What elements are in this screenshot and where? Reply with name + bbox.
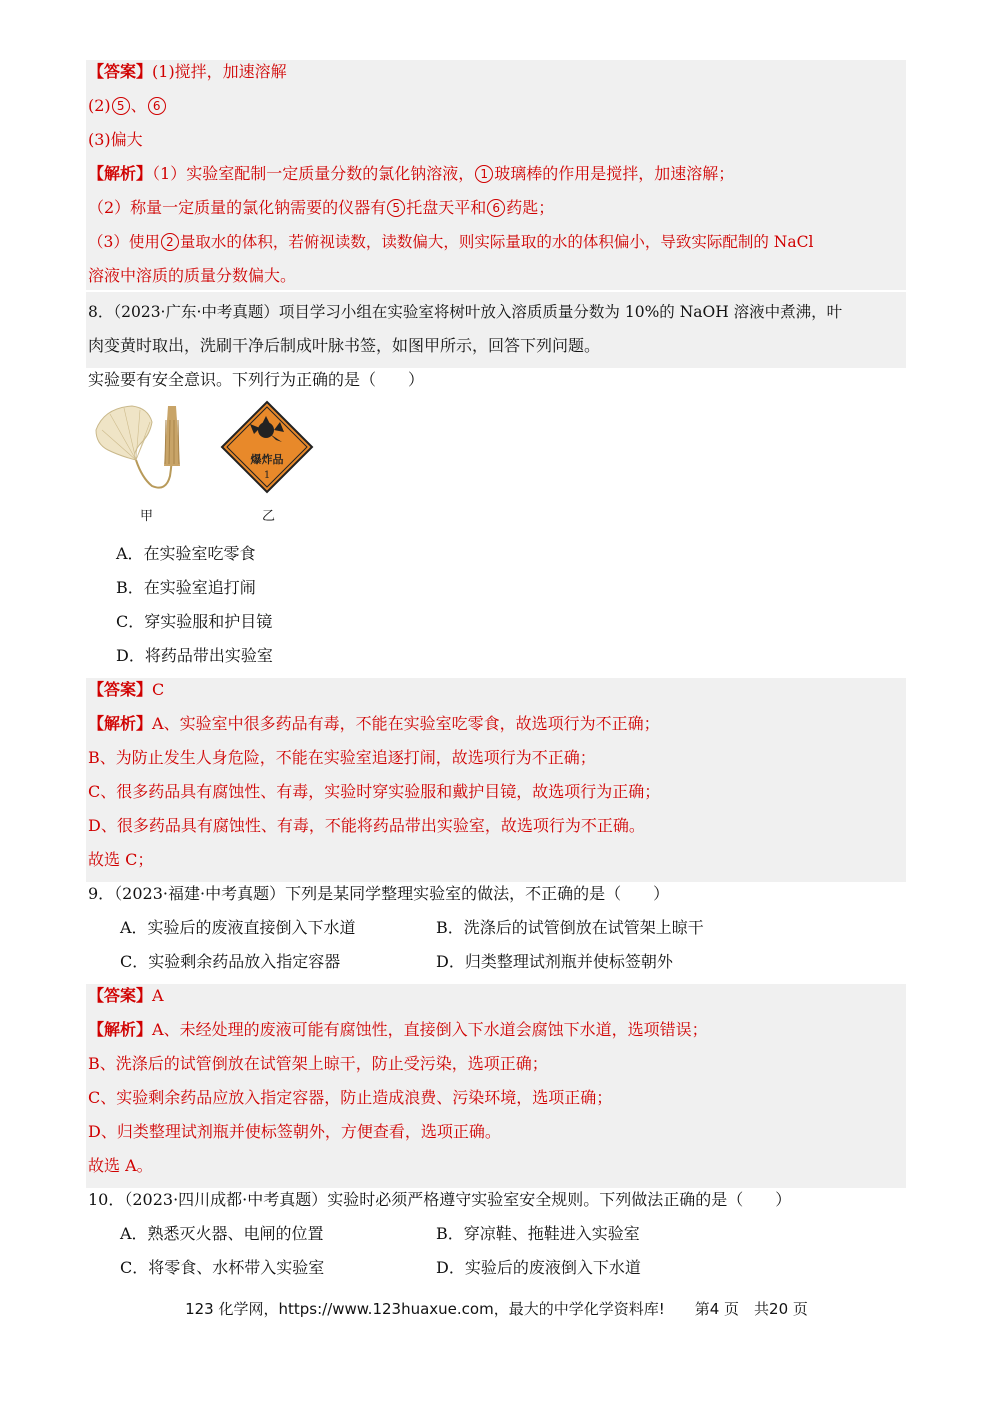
answer-tag: 【答案】 xyxy=(88,62,153,81)
q8-conclusion: 故选 C； xyxy=(88,850,154,869)
circled-number: 6 xyxy=(487,199,505,217)
sign-number: 1 xyxy=(263,470,271,481)
q10-option-a: A．熟悉灭火器、电闸的位置 xyxy=(120,1224,324,1243)
answer-block-q9 xyxy=(86,984,906,1188)
q9-conclusion: 故选 A。 xyxy=(88,1156,153,1175)
q8-option-c: C．穿实验服和护目镜 xyxy=(116,612,273,631)
q8-analysis-line1: 【解析】A、实验室中很多药品有毒，不能在实验室吃零食，故选项行为不正确； xyxy=(88,714,660,733)
q8-stem-line2: 肉变黄时取出，洗刷干净后制成叶脉书签，如图甲所示，回答下列问题。 xyxy=(88,336,601,355)
q7-analysis-line1: 【解析】（1）实验室配制一定质量分数的氯化钠溶液， 1 玻璃棒的作用是搅拌，加速溶解； xyxy=(88,164,735,183)
q8-analysis-line4: D、很多药品具有腐蚀性、有毒，不能将药品带出实验室，故选项行为不正确。 xyxy=(88,816,645,835)
answer-tag: 【答案】 xyxy=(88,986,153,1005)
circled-number: 5 xyxy=(112,97,130,115)
q8-option-b: B．在实验室追打闹 xyxy=(116,578,256,597)
q7-answer-line2: (2) 5 、 6 xyxy=(88,96,167,116)
q9-option-a: A．实验后的废液直接倒入下水道 xyxy=(120,918,356,937)
q7-analysis-line2: （2）称量一定质量的氯化钠需要的仪器有 5 托盘天平和 6 药匙； xyxy=(88,198,555,217)
circled-number: 5 xyxy=(387,199,405,217)
explosive-hazard-sign xyxy=(220,400,314,494)
page-footer: 123 化学网，https://www.123huaxue.com，最大的中学化学资料库! 第4 页 共20 页 xyxy=(185,1300,808,1318)
q7-analysis-line4: 溶液中溶质的质量分数偏大。 xyxy=(88,266,297,285)
circled-number: 6 xyxy=(148,97,166,115)
q7-answer-line1: 【答案】(1)搅拌，加速溶解 xyxy=(88,62,287,81)
q8-stem-line3: 实验要有安全意识。下列行为正确的是（ ） xyxy=(88,370,425,389)
analysis-tag: 【解析】 xyxy=(88,1020,153,1039)
q9-analysis-line2: B、洗涤后的试管倒放在试管架上晾干，防止受污染，选项正确； xyxy=(88,1054,548,1073)
analysis-tag: 【解析】 xyxy=(88,714,153,733)
q8-answer: 【答案】C xyxy=(88,680,165,699)
circled-number: 1 xyxy=(475,165,493,183)
q9-analysis-line1: 【解析】A、未经处理的废液可能有腐蚀性，直接倒入下水道会腐蚀下水道，选项错误； xyxy=(88,1020,708,1039)
q9-analysis-line4: D、归类整理试剂瓶并使标签朝外，方便查看，选项正确。 xyxy=(88,1122,501,1141)
q9-answer: 【答案】A xyxy=(88,986,164,1005)
q9-option-b: B．洗涤后的试管倒放在试管架上晾干 xyxy=(436,918,704,937)
answer-block-q8 xyxy=(86,678,906,882)
q10-option-c: C．将零食、水杯带入实验室 xyxy=(120,1258,325,1277)
sign-label: 爆炸品 xyxy=(250,453,284,466)
q10-stem: 10．（2023·四川成都·中考真题）实验时必须严格遵守实验室安全规则。下列做法正确的是（ ） xyxy=(88,1190,792,1209)
figure-caption-b: 乙 xyxy=(262,509,276,524)
leaf-bookmark-image xyxy=(90,400,200,500)
q8-stem-line1: 8．（2023·广东·中考真题）项目学习小组在实验室将树叶放入溶质质量分数为 10%的 NaOH 溶液中煮沸，叶 xyxy=(88,303,843,321)
q8-analysis-line2: B、为防止发生人身危险，不能在实验室追逐打闹，故选项行为不正确； xyxy=(88,748,596,767)
q8-analysis-line3: C、很多药品具有腐蚀性、有毒，实验时穿实验服和戴护目镜，故选项行为正确； xyxy=(88,782,661,801)
q9-stem: 9．（2023·福建·中考真题）下列是某同学整理实验室的做法，不正确的是（ ） xyxy=(88,884,670,903)
q8-option-d: D．将药品带出实验室 xyxy=(116,646,273,665)
analysis-tag: 【解析】 xyxy=(88,164,153,183)
answer-tag: 【答案】 xyxy=(88,680,153,699)
figure-caption-a: 甲 xyxy=(140,509,154,524)
q7-answer-line3: (3)偏大 xyxy=(88,130,143,149)
q10-option-b: B．穿凉鞋、拖鞋进入实验室 xyxy=(436,1224,640,1243)
q9-analysis-line3: C、实验剩余药品应放入指定容器，防止造成浪费、污染环境，选项正确； xyxy=(88,1088,613,1107)
circled-number: 2 xyxy=(161,233,179,251)
q10-option-d: D．实验后的废液倒入下水道 xyxy=(436,1258,641,1277)
q9-option-d: D．归类整理试剂瓶并使标签朝外 xyxy=(436,952,673,971)
q7-analysis-line3: （3）使用 2 量取水的体积，若俯视读数，读数偏大，则实际量取的水的体积偏小，导致实际配制的 NaCl xyxy=(88,233,814,251)
q9-option-c: C．实验剩余药品放入指定容器 xyxy=(120,952,341,971)
q8-option-a: A．在实验室吃零食 xyxy=(116,544,256,563)
